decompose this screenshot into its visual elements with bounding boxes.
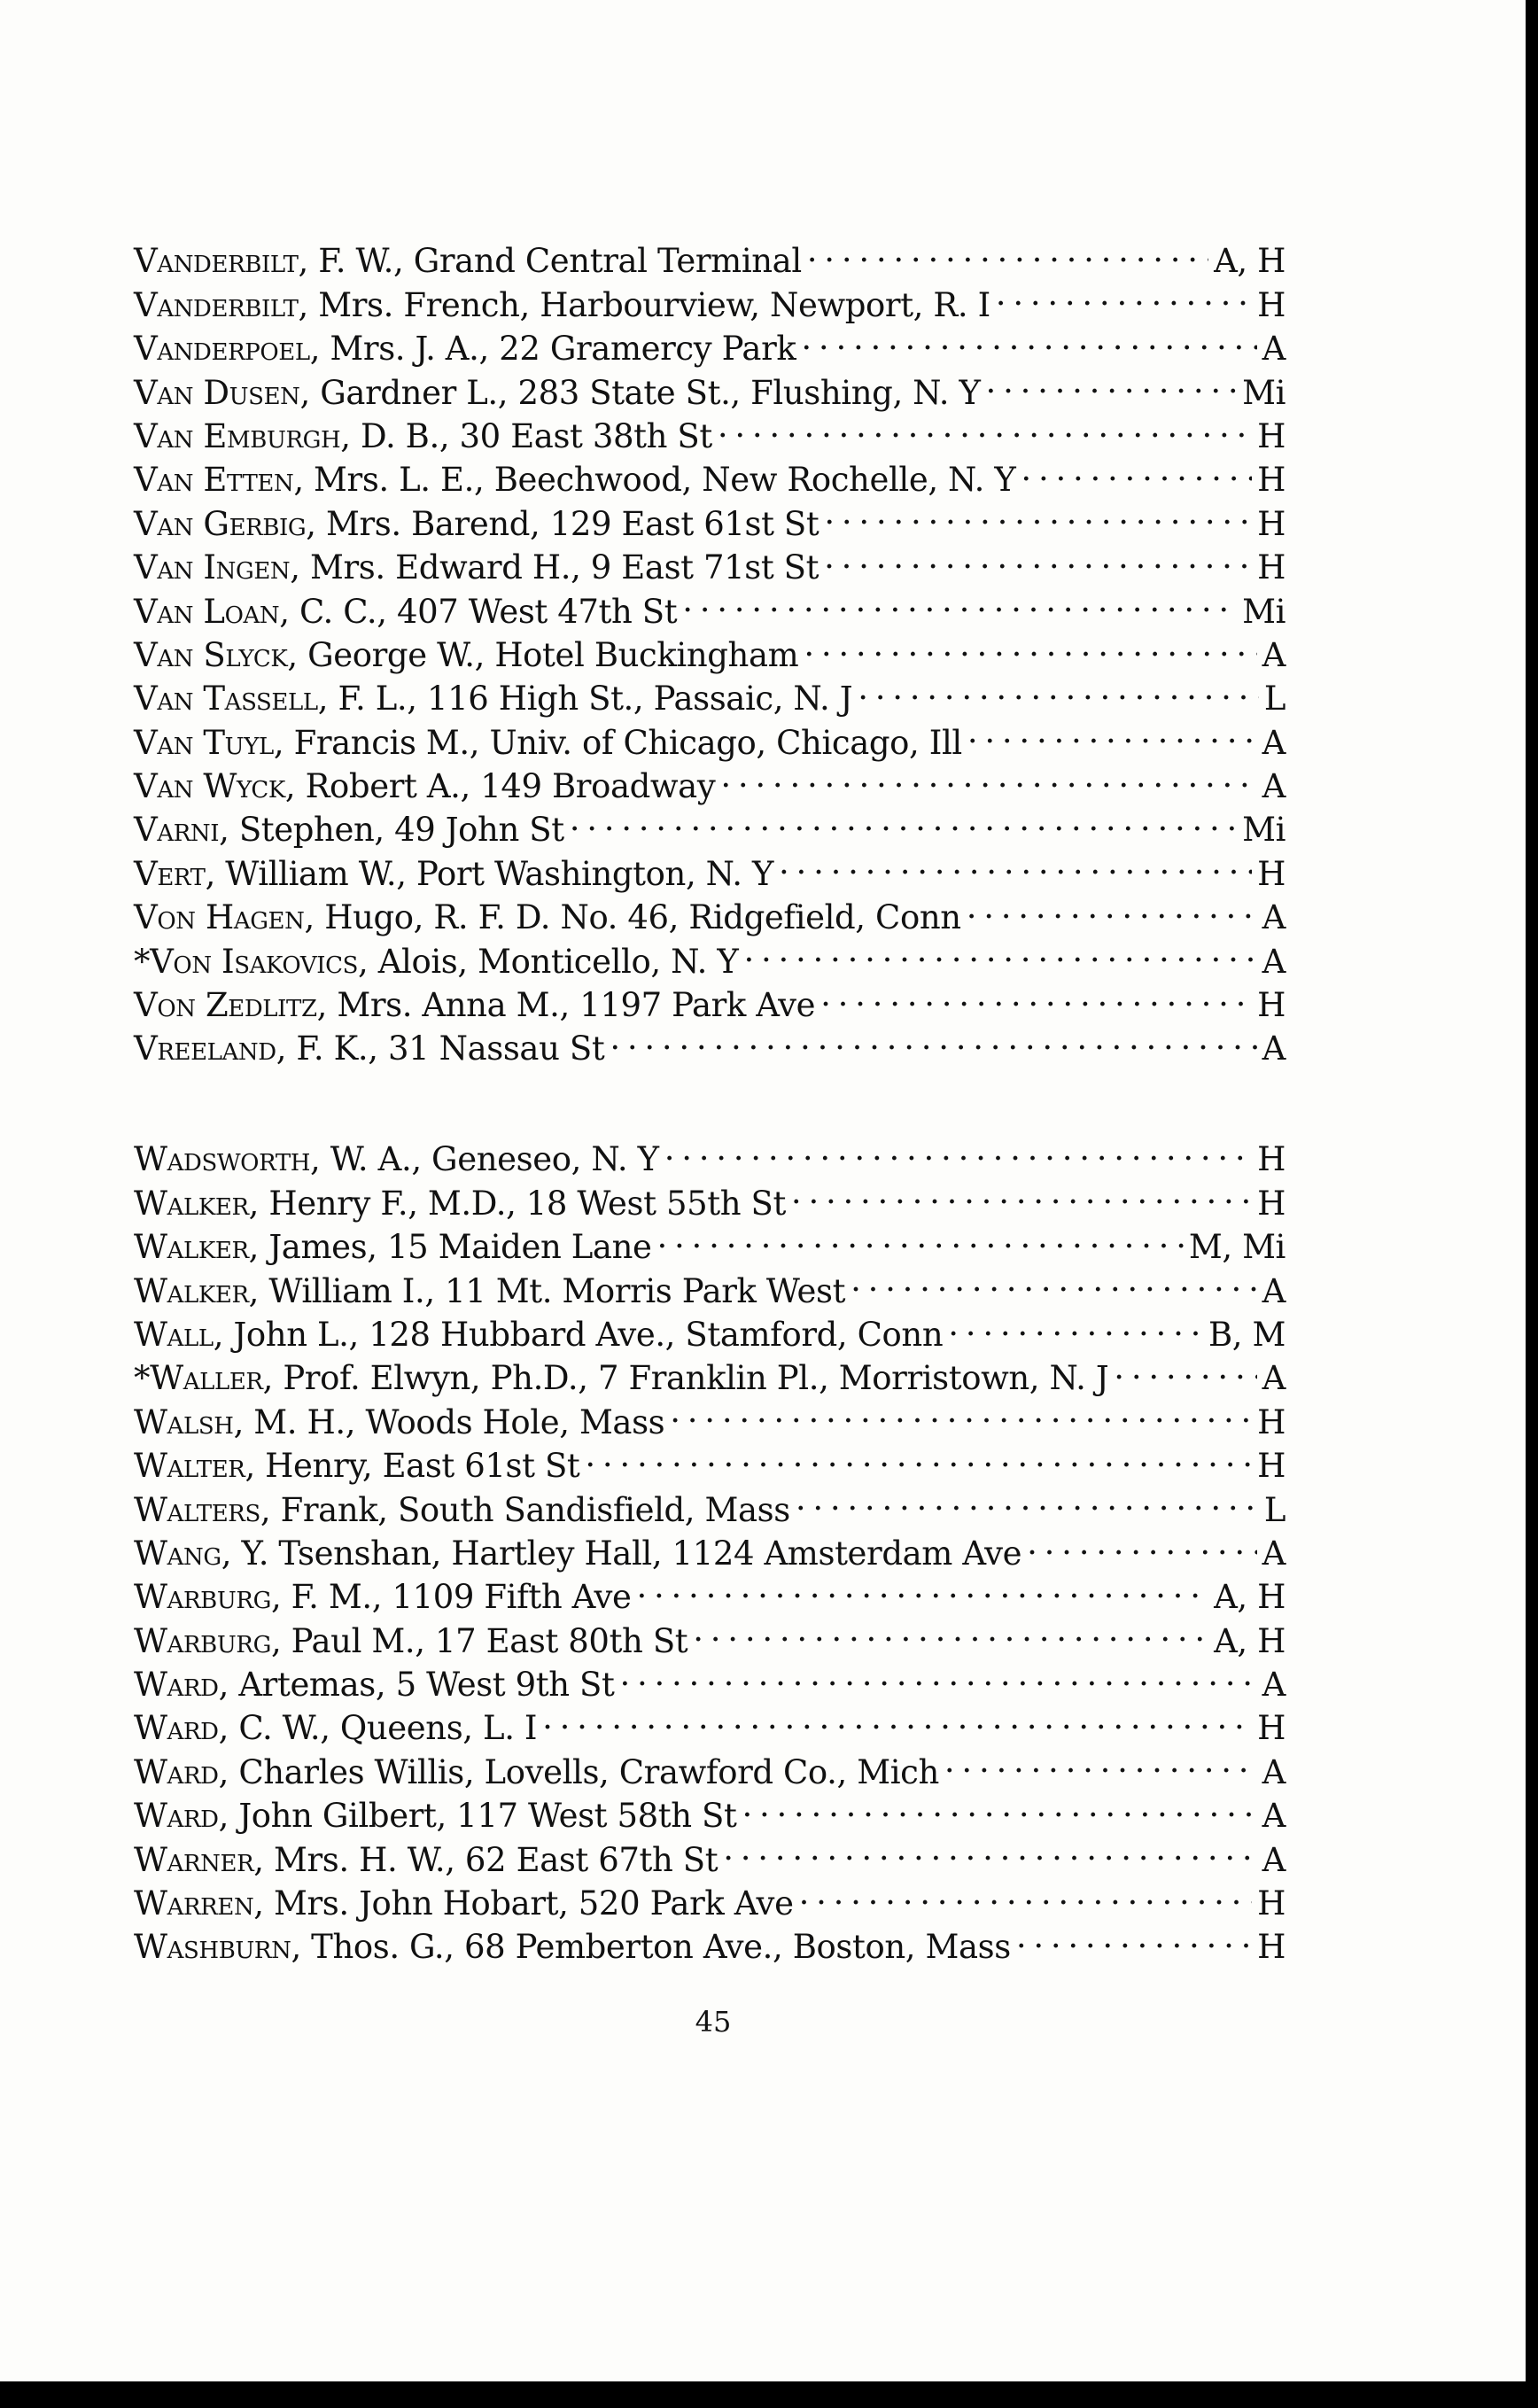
entry-surname: Wadsworth [134, 1140, 311, 1179]
entry-details: , Francis M., Univ. of Chicago, Chicago, Ill [273, 723, 962, 762]
entry-details: , Mrs. Barend, 129 East 61st St [306, 504, 819, 543]
entry-code: L [1263, 1490, 1286, 1529]
dot-leader [1021, 447, 1252, 491]
entry-surname: Walters [134, 1490, 260, 1529]
entry-code: Mi [1242, 811, 1286, 850]
entry-code: A [1262, 767, 1286, 806]
entry-code: A, H [1214, 1621, 1286, 1660]
dot-leader [1016, 1915, 1252, 1958]
entry-details: , Paul M., 17 East 80th St [270, 1621, 688, 1660]
entry-details: , D. B., 30 East 38th St [340, 416, 712, 455]
directory-section-w [134, 1127, 1286, 1967]
entry-details: , James, 15 Maiden Lane [248, 1228, 652, 1267]
entry-details: , Mrs. Anna M., 1197 Park Ave [316, 986, 816, 1025]
entry-code: H [1257, 1709, 1286, 1748]
entry-details: , John L., 128 Hubbard Ave., Stamford, Conn [213, 1315, 944, 1354]
entry-details: , Prof. Elwyn, Ph.D., 7 Franklin Pl., Morristown, N. J [262, 1359, 1109, 1398]
entry-code: A [1262, 1029, 1286, 1068]
dot-leader [986, 360, 1238, 403]
dot-leader [718, 404, 1252, 447]
entry-code: A [1262, 1271, 1286, 1310]
entry-details: , Y. Tsenshan, Hartley Hall, 1124 Amsterdam Ave [221, 1534, 1022, 1573]
entry-surname: Walker [134, 1271, 249, 1310]
entry-code: H [1257, 548, 1286, 587]
entry-code: H [1257, 986, 1286, 1025]
entry-surname: Ward [134, 1666, 219, 1705]
entry-details: , William I., 11 Mt. Morris Park West [248, 1271, 846, 1310]
dot-leader [742, 1783, 1256, 1827]
dot-leader [636, 1565, 1208, 1608]
entry-code: A [1262, 1359, 1286, 1398]
entry-code: A [1262, 1666, 1286, 1705]
entry-surname: Walker [134, 1228, 249, 1267]
entry-details: , John Gilbert, 117 West 58th St [218, 1797, 737, 1836]
entry-surname: Ward [134, 1709, 219, 1748]
entry-surname: Ward [134, 1797, 219, 1836]
entry-details: , F. L., 116 High St., Passaic, N. J [317, 680, 853, 719]
dot-leader [585, 1433, 1252, 1477]
entry-details: , Stephen, 49 John St [219, 811, 564, 850]
entry-details: , Henry, East 61st St [245, 1447, 580, 1486]
entry-code: Mi [1242, 373, 1286, 412]
entry-details: , George W., Hotel Buckingham [287, 635, 799, 674]
entry-surname: Warburg [134, 1621, 271, 1660]
entry-code: A [1262, 1797, 1286, 1836]
dot-leader [720, 754, 1256, 797]
entry-code: H [1257, 1140, 1286, 1179]
entry-details: , Thos. G., 68 Pemberton Ave., Boston, Mass [291, 1928, 1011, 1967]
entry-details: , Mrs. L. E., Beechwood, New Rochelle, N. Y [293, 461, 1016, 500]
entry-code: A, H [1214, 242, 1286, 281]
dot-leader [670, 1389, 1252, 1433]
dot-leader [610, 1016, 1256, 1060]
dot-leader [796, 1477, 1259, 1520]
dot-leader [824, 535, 1252, 579]
directory-section-v [134, 229, 1286, 1068]
entry-surname: Vert [134, 854, 206, 893]
entry-details: , Frank, South Sandisfield, Mass [260, 1490, 790, 1529]
directory-entry [134, 229, 1286, 281]
entry-details: , Charles Willis, Lovells, Crawford Co., Mich [218, 1752, 939, 1791]
dot-leader [1114, 1346, 1256, 1389]
entry-surname: Walter [134, 1447, 245, 1486]
entry-code: A [1262, 942, 1286, 981]
entry-code: Mi [1242, 592, 1286, 631]
entry-surname: Van Gerbig [134, 504, 307, 543]
entry-code: A [1262, 330, 1286, 369]
scan-border-right [1526, 0, 1538, 2408]
entry-surname: Warner [134, 1840, 254, 1879]
dot-leader [801, 316, 1256, 360]
entry-surname: Varni [134, 811, 220, 850]
dot-leader [820, 973, 1252, 1016]
entry-surname: Van Ingen [134, 548, 291, 587]
entry-code: A [1262, 1752, 1286, 1791]
entry-details: , F. W., Grand Central Terminal [298, 242, 802, 281]
entry-code: H [1257, 504, 1286, 543]
entry-surname: Vanderpoel [134, 330, 310, 369]
dot-leader [682, 579, 1237, 622]
dot-leader [944, 1739, 1257, 1783]
entry-surname: Von Zedlitz [134, 986, 317, 1025]
directory-entry [134, 1127, 1286, 1179]
entry-surname: Wang [134, 1534, 221, 1573]
entry-details: , F. M., 1109 Fifth Ave [270, 1578, 632, 1617]
entry-surname: Van Wyck [134, 767, 285, 806]
entry-surname: Vanderbilt [134, 285, 299, 324]
entry-code: L [1263, 680, 1286, 719]
entry-surname: Van Emburgh [134, 416, 341, 455]
entry-details: , M. H., Woods Hole, Mass [233, 1402, 665, 1441]
entry-surname: Van Etten [134, 461, 294, 500]
entry-surname: Van Loan [134, 592, 280, 631]
entry-code: H [1257, 1184, 1286, 1223]
entry-surname: Warren [134, 1884, 254, 1923]
entry-surname: Van Slyck [134, 635, 288, 674]
entry-code: A [1262, 723, 1286, 762]
dot-leader [542, 1696, 1252, 1739]
page-number: 45 [695, 2005, 732, 2039]
entry-details: , Mrs. H. W., 62 East 67th St [253, 1840, 719, 1879]
entry-surname: Von Hagen [134, 898, 305, 937]
entry-details: , W. A., Geneseo, N. Y [310, 1140, 659, 1179]
entry-code: H [1257, 416, 1286, 455]
entry-details: , Mrs. John Hobart, 520 Park Ave [253, 1884, 794, 1923]
dot-leader [743, 928, 1256, 972]
entry-code: A [1262, 1840, 1286, 1879]
entry-surname: Vanderbilt [134, 242, 299, 281]
dot-leader [996, 272, 1252, 315]
entry-code: B, M [1208, 1315, 1286, 1354]
entry-details: , F. K., 31 Nassau St [276, 1029, 605, 1068]
dot-leader [804, 623, 1256, 666]
entry-code: H [1257, 1402, 1286, 1441]
entry-code: H [1257, 461, 1286, 500]
scan-border-bottom [0, 2381, 1538, 2408]
entry-code: H [1257, 285, 1286, 324]
entry-details: , Alois, Monticello, N. Y [358, 942, 739, 981]
dot-leader [967, 710, 1257, 753]
entry-surname: Washburn [134, 1928, 291, 1967]
entry-details: , Artemas, 5 West 9th St [218, 1666, 615, 1705]
entry-details: , Mrs. French, Harbourview, Newport, R. I [298, 285, 990, 324]
entry-surname: *Von Isakovics [134, 942, 358, 981]
entry-details: , Henry F., M.D., 18 West 55th St [248, 1184, 786, 1223]
dot-leader [693, 1608, 1208, 1651]
dot-leader [657, 1215, 1184, 1258]
dot-leader [967, 885, 1257, 928]
dot-leader [1027, 1521, 1257, 1565]
entry-code: H [1257, 1928, 1286, 1967]
entry-code: M, Mi [1188, 1228, 1286, 1267]
entry-surname: Vreeland [134, 1029, 276, 1068]
entry-surname: Walker [134, 1184, 249, 1223]
entry-surname: Wall [134, 1315, 214, 1354]
entry-surname: *Waller [134, 1359, 263, 1398]
dot-leader [779, 841, 1252, 884]
entry-code: H [1257, 1447, 1286, 1486]
entry-details: , Gardner L., 283 State St., Flushing, N. Y [299, 373, 981, 412]
dot-leader [664, 1127, 1252, 1170]
dot-leader [858, 666, 1259, 710]
entry-details: , C. C., 407 West 47th St [279, 592, 678, 631]
dot-leader [799, 1871, 1253, 1915]
entry-surname: Warburg [134, 1578, 271, 1617]
entry-details: , Mrs. Edward H., 9 East 71st St [290, 548, 819, 587]
entry-surname: Walsh [134, 1402, 234, 1441]
entry-details: , William W., Port Washington, N. Y [205, 854, 774, 893]
entry-code: A, H [1214, 1578, 1286, 1617]
entry-code: A [1262, 1534, 1286, 1573]
dot-leader [824, 491, 1252, 534]
dot-leader [807, 229, 1208, 272]
entry-surname: Ward [134, 1752, 219, 1791]
entry-details: , Robert A., 149 Broadway [284, 767, 716, 806]
entry-details: , Mrs. J. A., 22 Gramercy Park [309, 330, 796, 369]
entry-code: A [1262, 898, 1286, 937]
entry-code: A [1262, 635, 1286, 674]
dot-leader [948, 1302, 1203, 1346]
entry-surname: Van Tuyl [134, 723, 274, 762]
entry-code: H [1257, 854, 1286, 893]
entry-surname: Van Dusen [134, 373, 300, 412]
dot-leader [791, 1170, 1252, 1214]
dot-leader [570, 797, 1237, 841]
entry-details: , Hugo, R. F. D. No. 46, Ridgefield, Conn [304, 898, 961, 937]
dot-leader [851, 1258, 1257, 1301]
dot-leader [723, 1827, 1256, 1870]
entry-surname: Van Tassell [134, 680, 318, 719]
dot-leader [619, 1652, 1256, 1696]
entry-code: H [1257, 1884, 1286, 1923]
entry-details: , C. W., Queens, L. I [218, 1709, 538, 1748]
